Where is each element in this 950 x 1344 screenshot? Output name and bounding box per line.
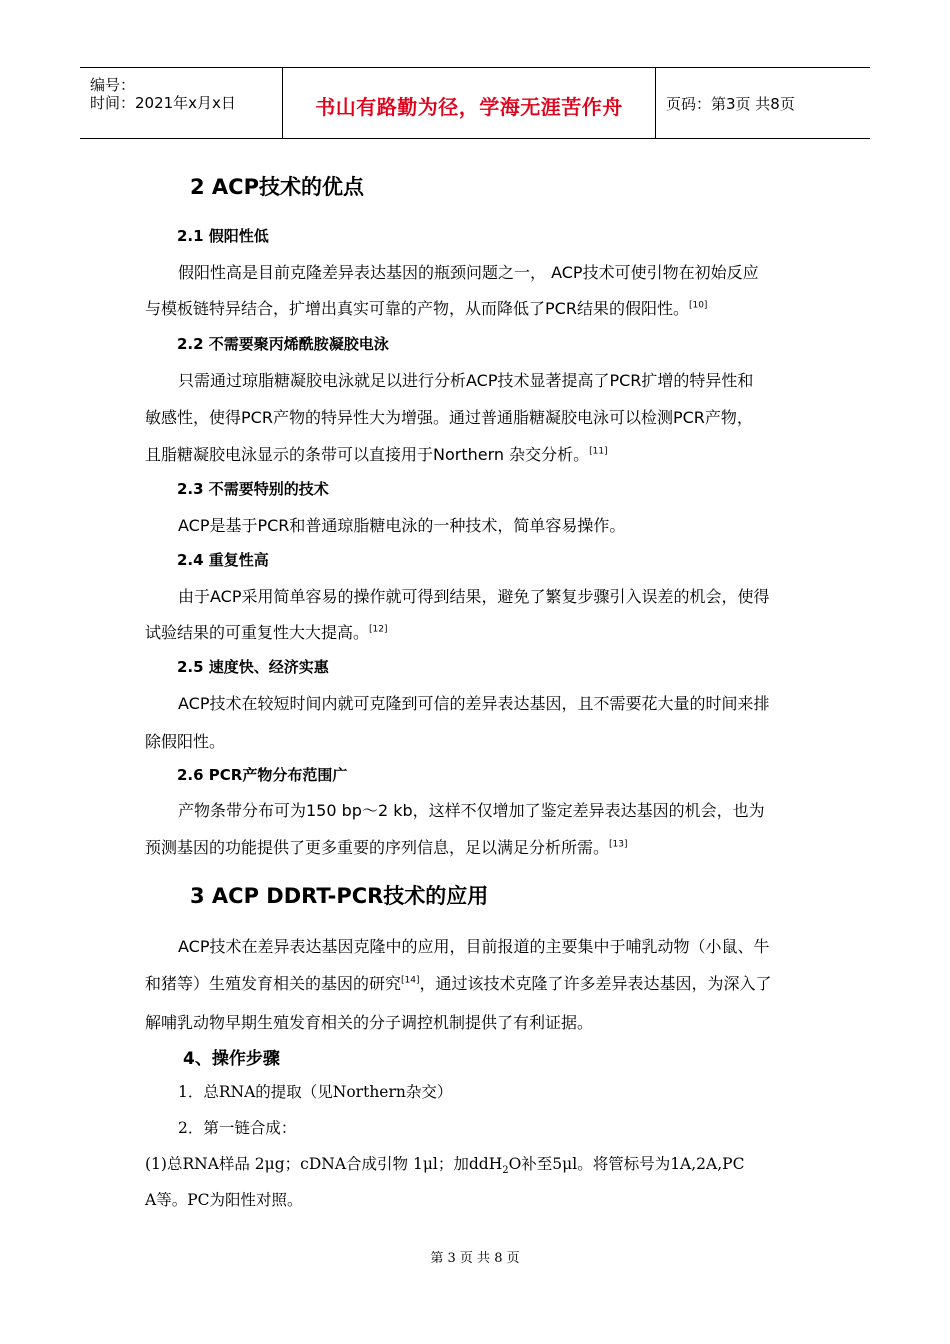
- section-2-4-line-2-text: 试验结果的可重复性大大提高。: [145, 623, 370, 642]
- section-3-line-2b: ，通过该技术克隆了许多差异表达基因，为深入了: [419, 974, 772, 993]
- section-2-4-line-2: [145, 620, 388, 643]
- section-4-step-2: 2．第一链合成：: [178, 1119, 297, 1137]
- section-2-3-title: 2.3 不需要特别的技术: [177, 480, 329, 498]
- section-2-1-title: 2.1 假阳性低: [177, 227, 269, 245]
- reference-12: [12]: [369, 624, 388, 635]
- section-2-2-line-1: 只需通过琼脂糖凝胶电泳就足以进行分析ACP技术显著提高了PCR扩增的特异性和: [178, 371, 754, 390]
- section-2-4-line-1: 由于ACP采用简单容易的操作就可得到结果，避免了繁复步骤引入误差的机会，使得: [178, 587, 770, 606]
- header-meta-cell: [80, 68, 282, 138]
- reference-10: [10]: [688, 300, 708, 311]
- header-motto: 书山有路勤为径，学海无涯苦作舟: [315, 95, 623, 119]
- section-4-step-2a-part-1: (1)总RNA样品 2μg；cDNA合成引物 1μl；加ddH: [145, 1155, 503, 1173]
- section-2-6-title: 2.6 PCR产物分布范围广: [177, 766, 348, 784]
- section-3-line-3: 解哺乳动物早期生殖发育相关的分子调控机制提供了有利证据。: [145, 1013, 594, 1032]
- header-page-cell: [656, 68, 870, 138]
- section-4-step-1: 1．总RNA的提取（见Northern杂交）: [178, 1083, 453, 1101]
- section-4-step-2a-line-2: A等。PC为阳性对照。: [145, 1191, 303, 1209]
- serial-label: 编号：: [90, 76, 136, 94]
- section-3-line-2: [145, 971, 772, 994]
- reference-11: [11]: [589, 446, 608, 457]
- section-2-title: 2 ACP技术的优点: [190, 175, 364, 199]
- section-3-line-1: ACP技术在差异表达基因克隆中的应用，目前报道的主要集中于哺乳动物（小鼠、牛: [178, 937, 770, 956]
- section-2-4-title: 2.4 重复性高: [177, 551, 269, 569]
- reference-13: [13]: [609, 839, 628, 850]
- section-2-1-line-2: [145, 296, 707, 319]
- section-3-title: 3 ACP DDRT-PCR技术的应用: [190, 884, 489, 908]
- section-2-2-line-2: 敏感性，使得PCR产物的特异性大为增强。通过普通脂糖凝胶电泳可以检测PCR产物，: [145, 408, 753, 427]
- section-2-1-line-1: 假阳性高是目前克隆差异表达基因的瓶颈问题之一， ACP技术可使引物在初始反应: [178, 263, 759, 282]
- time-label: 时间：2021年x月x日: [90, 94, 236, 112]
- section-4-step-2a-part-2: O补至5μl。将管标号为1A,2A,PC: [508, 1155, 745, 1173]
- header-page-info: 页码：第3页 共8页: [666, 95, 795, 113]
- section-3-line-2a: 和猪等）生殖发育相关的基因的研究: [145, 974, 402, 993]
- document-header: [80, 67, 870, 139]
- section-2-3-line-1: ACP是基于PCR和普通琼脂糖电泳的一种技术，简单容易操作。: [178, 516, 626, 535]
- section-2-1-line-2-text: 与模板链特异结合，扩增出真实可靠的产物，从而降低了PCR结果的假阳性。: [145, 299, 689, 318]
- section-2-2-line-3: [145, 442, 608, 465]
- section-2-6-line-2-text: 预测基因的功能提供了更多重要的序列信息，足以满足分析所需。: [145, 838, 610, 857]
- section-2-6-line-1: 产物条带分布可为150 bp～2 kb，这样不仅增加了鉴定差异表达基因的机会，也为: [178, 801, 765, 820]
- page-footer: 第 3 页 共 8 页: [430, 1251, 520, 1266]
- section-2-6-line-2: [145, 835, 628, 858]
- section-2-5-title: 2.5 速度快、经济实惠: [177, 658, 329, 676]
- section-2-5-line-2: 除假阳性。: [145, 732, 226, 751]
- section-4-title: 4、操作步骤: [183, 1049, 280, 1069]
- header-motto-cell: [282, 68, 656, 138]
- reference-14: [14]: [401, 975, 420, 986]
- section-2-2-title: 2.2 不需要聚丙烯酰胺凝胶电泳: [177, 335, 389, 353]
- section-4-step-2a-line-1: [145, 1152, 744, 1176]
- subscript-2: 2: [502, 1165, 509, 1177]
- section-2-5-line-1: ACP技术在较短时间内就可克隆到可信的差异表达基因，且不需要花大量的时间来排: [178, 694, 770, 713]
- section-2-2-line-3-text: 且脂糖凝胶电泳显示的条带可以直接用于Northern 杂交分析。: [145, 445, 590, 464]
